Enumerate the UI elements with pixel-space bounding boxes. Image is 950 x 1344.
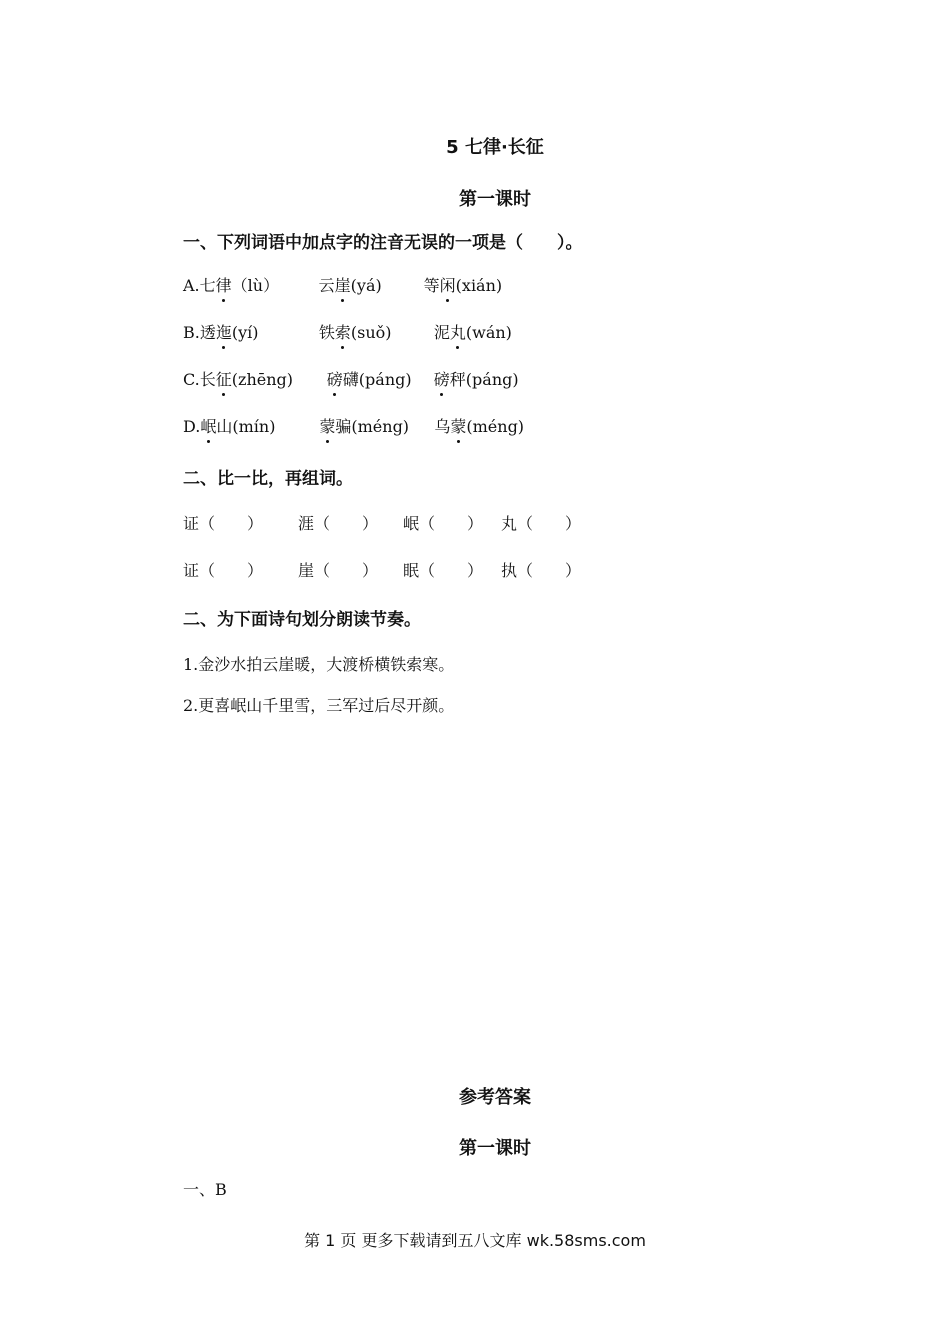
document-title: 5 七律·长征 (446, 137, 544, 158)
emphasis-char: 丸 (450, 320, 466, 343)
compare-row-1 (183, 511, 591, 534)
option-a (183, 273, 512, 296)
word-char: 透 (199, 323, 216, 342)
option-word (200, 367, 317, 390)
question-1-heading: 一、下列词语中加点字的注音无误的一项是（ ）。 (183, 233, 583, 253)
compare-item: 丸（ ） (501, 514, 582, 533)
compare-row-2 (183, 558, 591, 581)
question-3-heading: 二、为下面诗句划分朗读节奏。 (183, 610, 421, 630)
pinyin: (yí) (231, 323, 259, 342)
option-word (319, 414, 424, 437)
question-2-heading: 二、比一比，再组词。 (183, 469, 353, 489)
word-char: 泥 (433, 323, 450, 342)
pinyin: (wán) (465, 323, 512, 342)
emphasis-char: 岷 (200, 414, 216, 437)
pinyin: (méng) (351, 417, 410, 436)
word-char: 等 (423, 276, 440, 295)
answer-1: 一、B (183, 1180, 227, 1199)
word-char: 云 (318, 276, 335, 295)
option-letter: C. (183, 370, 200, 389)
pinyin: (yá) (350, 276, 382, 295)
answers-title: 参考答案 (459, 1087, 531, 1108)
emphasis-char: 蒙 (450, 414, 466, 437)
pinyin: (suǒ) (350, 323, 392, 342)
emphasis-char: 闲 (440, 273, 456, 296)
option-word (434, 367, 519, 390)
option-word (424, 273, 503, 296)
option-word (200, 320, 309, 343)
pinyin: (méng) (466, 417, 525, 436)
option-letter: A. (183, 276, 200, 295)
option-c (183, 367, 529, 390)
option-word (327, 367, 424, 390)
poem-line-2: 2.更喜岷山千里雪，三军过后尽开颜。 (183, 696, 455, 715)
option-letter: D. (183, 417, 201, 436)
pinyin: (mín) (232, 417, 276, 436)
pinyin: (páng) (465, 370, 519, 389)
option-word (434, 414, 524, 437)
word-char: 礴 (342, 370, 359, 389)
compare-item: 涯（ ） (298, 514, 379, 533)
answers-subtitle: 第一课时 (459, 1138, 531, 1159)
poem-line-1: 1.金沙水拍云崖暖，大渡桥横铁索寒。 (183, 655, 455, 674)
compare-item: 崖（ ） (298, 561, 379, 580)
word-char: 七 (199, 276, 216, 295)
option-word (434, 320, 512, 343)
emphasis-char: 征 (216, 367, 232, 390)
word-char: 骗 (335, 417, 352, 436)
word-char: 乌 (434, 417, 451, 436)
compare-item: 岷（ ） (403, 514, 484, 533)
emphasis-char: 索 (335, 320, 351, 343)
option-word (319, 320, 424, 343)
word-char: 铁 (318, 323, 335, 342)
compare-item: 证（ ） (183, 561, 264, 580)
compare-item: 眠（ ） (403, 561, 484, 580)
pinyin: (zhēng) (231, 370, 294, 389)
emphasis-char: 蒙 (319, 414, 335, 437)
pinyin: （lù） (231, 276, 280, 295)
pinyin: (xián) (455, 276, 503, 295)
lesson-subtitle: 第一课时 (459, 189, 531, 210)
emphasis-char: 崖 (335, 273, 351, 296)
option-word (200, 414, 309, 437)
pinyin: (páng) (358, 370, 412, 389)
option-b (183, 320, 522, 343)
emphasis-char: 迤 (216, 320, 232, 343)
emphasis-char: 磅 (327, 367, 343, 390)
emphasis-char: 律 (216, 273, 232, 296)
emphasis-char: 磅 (434, 367, 450, 390)
compare-item: 执（ ） (501, 561, 582, 580)
page-footer: 第 1 页 更多下载请到五八文库 wk.58sms.com (304, 1231, 646, 1250)
word-char: 山 (216, 417, 233, 436)
option-letter: B. (183, 323, 200, 342)
word-char: 秤 (449, 370, 466, 389)
option-word (319, 273, 414, 296)
option-word (200, 273, 309, 296)
word-char: 长 (199, 370, 216, 389)
option-d (183, 414, 534, 437)
compare-item: 证（ ） (183, 514, 264, 533)
